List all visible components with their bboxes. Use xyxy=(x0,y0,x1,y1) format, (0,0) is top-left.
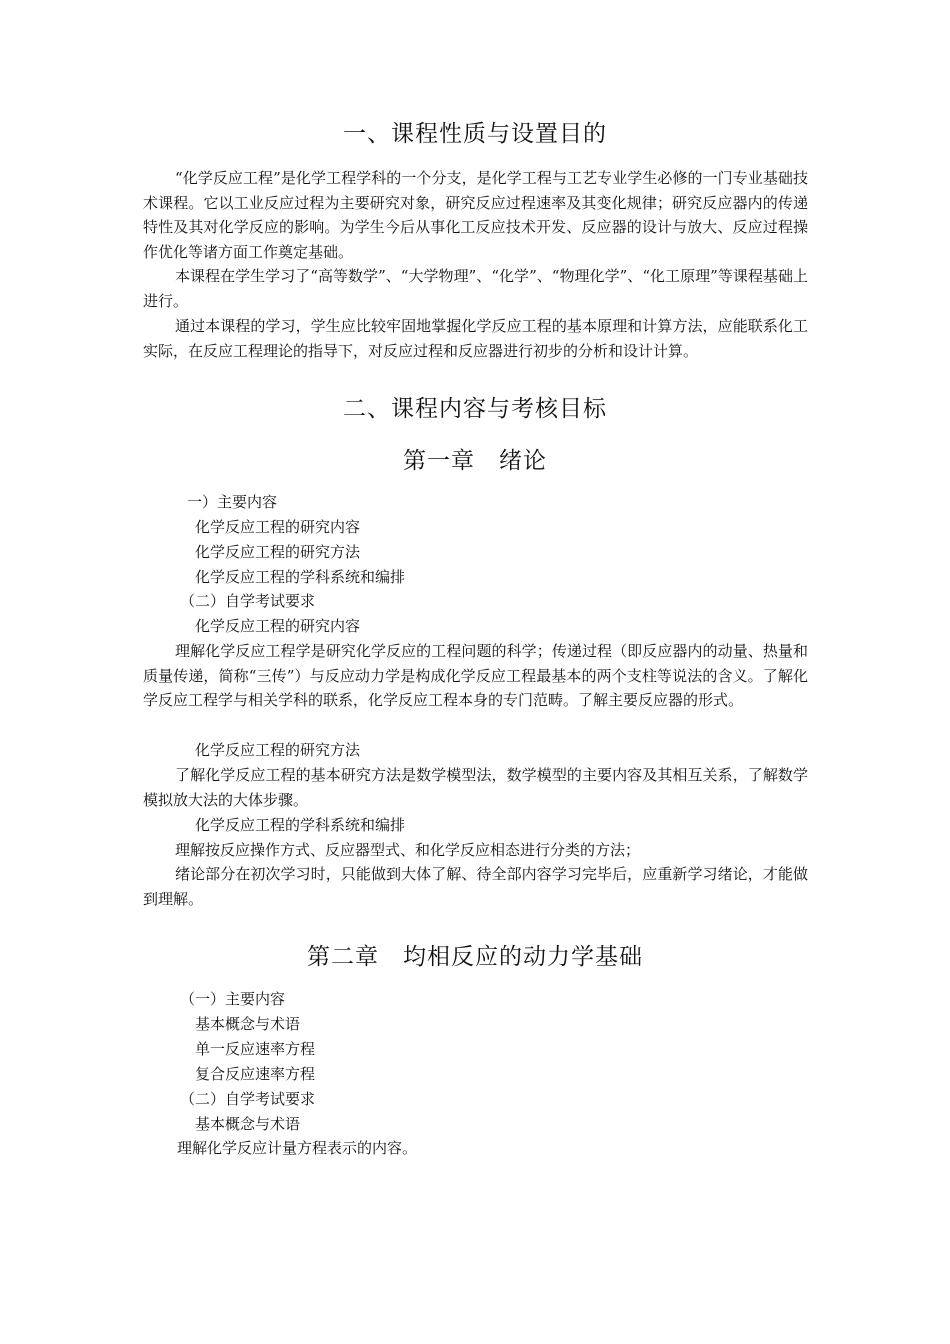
chapter1-main-item-2: 化学反应工程的研究方法 xyxy=(195,543,361,561)
chapter2-exam-item-1: 基本概念与术语 xyxy=(195,1115,301,1133)
chapter1-title: 第一章 绪论 xyxy=(403,448,547,474)
chapter1-exam-text-1: 理解化学反应工程学是研究化学反应的工程问题的科学；传递过程（即反应器内的动量、热量和质量传递，简称“三传”）与反应动力学是构成化学反应工程最基本的两个支柱等说法的含义。了解化学反应工程学与相关学科的联系，化学反应工程本身的专门范畴。了解主要反应器的形式。 xyxy=(143,642,808,710)
section1-paragraph-3: 通过本课程的学习，学生应比较牢固地掌握化学反应工程的基本原理和计算方法，应能联系化工实际，在反应工程理论的指导下，对反应过程和反应器进行初步的分析和设计计算。 xyxy=(143,317,808,360)
section1-title: 一、课程性质与设置目的 xyxy=(343,121,607,147)
chapter1-main-item-3: 化学反应工程的学科系统和编排 xyxy=(195,568,406,586)
chapter2-exam-text-1: 理解化学反应计量方程表示的内容。 xyxy=(177,1139,418,1157)
section1-paragraph-1: “化学反应工程”是化学工程学科的一个分支，是化学工程与工艺专业学生必修的一门专业基础技术课程。它以工业反应过程为主要研究对象，研究反应过程速率及其变化规律；研究反应器内的传递特性及其对化学反应的影响。为学生今后从事化工反应技术开发、反应器的设计与放大、反应过程操作优化等诸方面工作奠定基础。 xyxy=(143,169,808,261)
chapter1-exam-text-2: 了解化学反应工程的基本研究方法是数学模型法，数学模型的主要内容及其相互关系，了解数学模拟放大法的大体步骤。 xyxy=(143,766,808,809)
chapter1-exam-item-1: 化学反应工程的研究内容 xyxy=(195,617,361,635)
chapter1-exam-text-3: 理解按反应操作方式、反应器型式、和化学反应相态进行分类的方法； xyxy=(175,841,641,859)
chapter1-exam-label: （二）自学考试要求 xyxy=(180,592,316,610)
chapter2-main-item-1: 基本概念与术语 xyxy=(195,1015,301,1033)
chapter2-exam-label: （二）自学考试要求 xyxy=(180,1090,316,1108)
chapter1-exam-item-3: 化学反应工程的学科系统和编排 xyxy=(195,816,406,834)
chapter2-main-item-2: 单一反应速率方程 xyxy=(195,1040,316,1058)
chapter2-title: 第二章 均相反应的动力学基础 xyxy=(307,944,643,970)
chapter1-main-item-1: 化学反应工程的研究内容 xyxy=(195,518,361,536)
chapter1-exam-item-2: 化学反应工程的研究方法 xyxy=(195,741,361,759)
section2-title: 二、课程内容与考核目标 xyxy=(343,396,607,422)
section1-paragraph-2: 本课程在学生学习了“高等数学”、“大学物理”、“化学”、“物理化学”、“化工原理”等课程基础上进行。 xyxy=(143,267,808,310)
chapter2-main-item-3: 复合反应速率方程 xyxy=(195,1065,316,1083)
chapter2-main-content-label: （一）主要内容 xyxy=(180,990,286,1008)
chapter1-exam-text-4: 绪论部分在初次学习时，只能做到大体了解、待全部内容学习完毕后，应重新学习绪论，才能做到理解。 xyxy=(143,865,808,908)
chapter1-main-content-label: 一）主要内容 xyxy=(187,493,278,511)
